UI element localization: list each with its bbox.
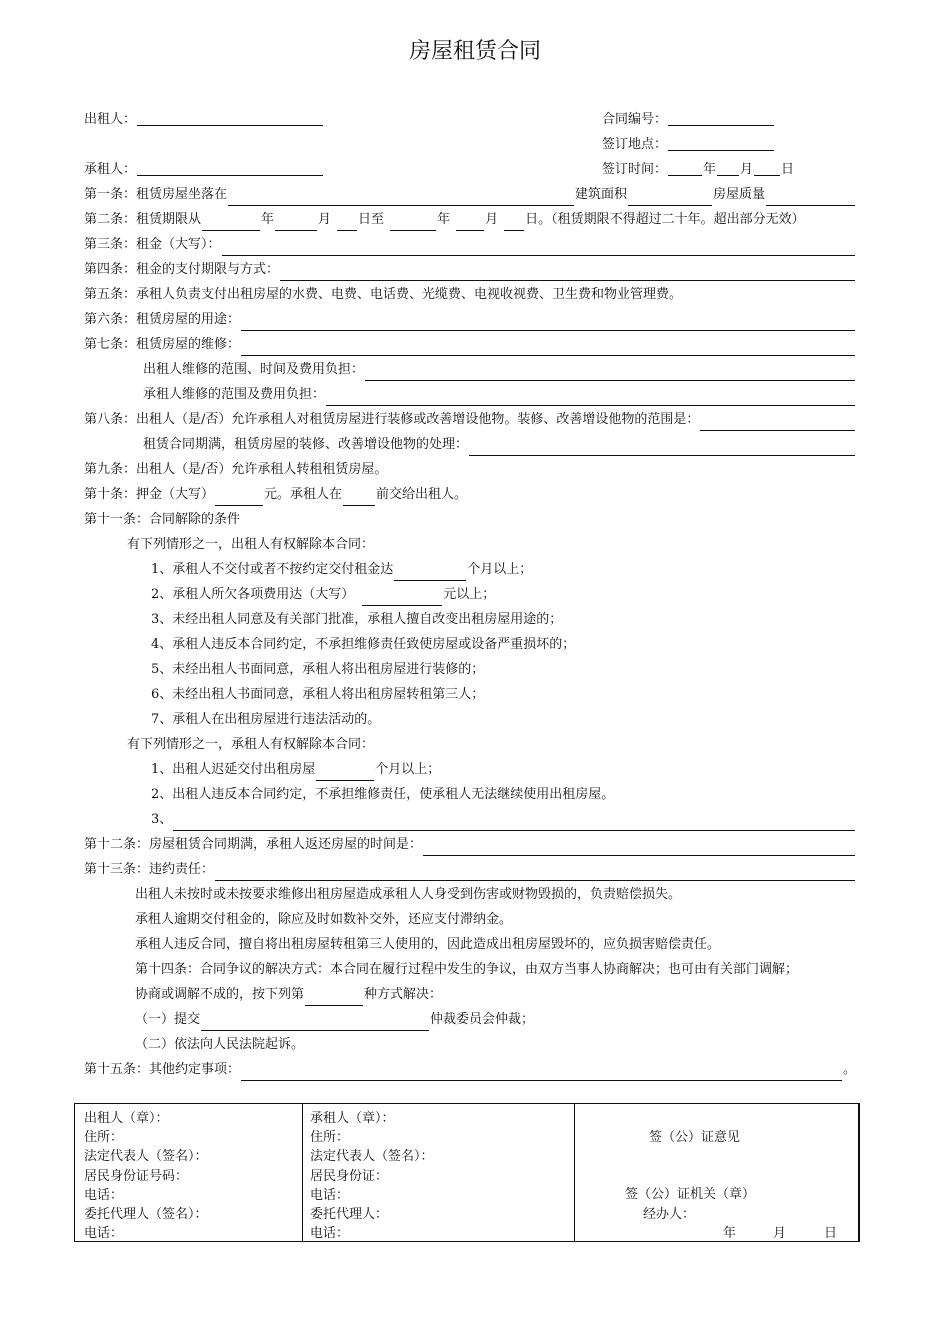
article-11 [84,509,856,531]
day-label: 日 [781,162,795,177]
liability-blank[interactable] [215,865,855,881]
article-7 [84,334,856,356]
liability-p1: 出租人未按时或未按要求维修出租房屋造成承租人人身受到伤害或财物毁损的，负责赔偿损失。 [135,887,682,902]
deposit-blank[interactable] [215,490,263,506]
contract-no-field[interactable] [602,109,775,131]
lessee-agent[interactable]: 委托代理人： [310,1207,389,1223]
lessee-address[interactable]: 住所： [310,1130,350,1146]
deposit-date-blank[interactable] [343,490,375,506]
article-4-text: 第四条：租金的支付期限与方式： [84,262,280,277]
rent-arrears-blank[interactable] [394,565,466,581]
lessor-cond-6: 6、未经出租人书面同意，承租人将出租房屋转租第三人； [151,687,485,702]
arbitration-committee-blank[interactable] [201,1015,429,1031]
article-14-choice: 协商或调解不成的，按下列第 种方式解决： [135,984,907,1006]
end-month-blank[interactable] [456,215,484,231]
handler-label: 经办人： [643,1207,696,1222]
sign-month-blank[interactable] [717,160,739,176]
contract-no-label: 合同编号： [602,112,668,127]
lessor-address[interactable]: 住所： [84,1130,124,1146]
article-9-text: 第九条：出租人（是/否）允许承租人转租租赁房屋。 [84,462,388,477]
article-1 [84,184,856,206]
lessor-cond-1: 1、承租人不交付或者不按约定交付租金达 个月以上； [151,559,923,581]
lessee-maintenance-blank[interactable] [326,390,855,406]
article-10-text: 第十条：押金（大写） [84,487,215,502]
end-year-blank[interactable] [390,215,436,231]
lessee-id[interactable]: 居民身份证： [310,1168,389,1184]
article-12 [84,834,856,856]
article-5-text: 第五条：承租人负责支付出租房屋的水费、电费、电话费、光缆费、电视收视费、卫生费和物业管理费。 [84,287,683,302]
rent-blank[interactable] [222,240,855,256]
renovation-handling-blank[interactable] [469,440,855,456]
lessor-maintenance-blank[interactable] [365,365,855,381]
article-15-text: 第十五条：其他约定事项： [84,1062,241,1077]
article-5 [84,284,856,306]
maintenance-blank[interactable] [241,340,855,356]
lessee-termination-intro: 有下列情形之一，承租人有权解除本合同： [127,737,375,752]
lessee-field[interactable] [84,159,324,181]
arbitration-option: （一）提交 仲裁委员会仲裁； [135,1009,907,1031]
lessor-agent[interactable]: 委托代理人（签名）： [84,1207,208,1223]
article-9 [84,459,856,481]
article-3 [84,234,856,256]
lessee-blank[interactable] [137,160,323,176]
resolution-choice-blank[interactable] [305,990,363,1006]
lessee-agent-phone[interactable]: 电话： [310,1226,350,1242]
article-2-text: 第二条：租赁期限从 [84,212,202,227]
lessor-agent-phone[interactable]: 电话： [84,1226,124,1242]
usage-blank[interactable] [241,315,855,331]
lessee-seal[interactable]: 承租人（章）： [310,1111,395,1126]
article-7-lessee [143,384,856,406]
sign-time-label: 签订时间： [602,162,668,177]
contract-no-blank[interactable] [668,110,774,126]
article-7-lessor [143,359,856,381]
signature-table [74,1103,860,1242]
start-day-blank[interactable] [337,215,357,231]
lessor-legal-rep[interactable]: 法定代表人（签名）： [84,1149,208,1165]
article-7-lessor-text: 出租人维修的范围、时间及费用负担： [143,362,365,377]
notary-day-label: 日 [824,1226,838,1241]
sign-day-blank[interactable] [754,160,780,176]
lessor-phone[interactable]: 电话： [84,1187,124,1203]
article-8-end [143,434,856,456]
lessee-label: 承租人： [84,162,137,177]
lessor-field[interactable] [84,109,324,131]
liability-p3: 承租人违反合同，擅自将出租房屋转租第三人使用的，因此造成出租房屋毁坏的，应负损害赔偿责任。 [135,937,721,952]
lessor-cond-7: 7、承租人在出租房屋进行违法活动的。 [151,712,381,727]
lessee-cond-3-blank[interactable] [173,815,855,831]
notary-opinion-label: 签（公）证意见 [649,1130,741,1145]
article-3-text: 第三条：租金（大写）： [84,237,221,252]
lessor-cond-5: 5、未经出租人书面同意，承租人将出租房屋进行装修的； [151,662,485,677]
article-14 [135,959,907,981]
sign-place-label: 签订地点： [602,137,668,152]
end-day-blank[interactable] [504,215,524,231]
article-13 [84,859,856,881]
sign-time-field[interactable] [602,159,794,181]
article-10: 第十条：押金（大写） 元。承租人在 前交给出租人。 [84,484,856,506]
lessor-cond-2: 2、承租人所欠各项费用达（大写） 元以上； [151,584,923,606]
article-13-title: 第十三条：违约责任： [84,862,215,877]
other-terms-blank[interactable] [241,1065,842,1081]
article-4 [84,259,856,281]
lessor-label: 出租人： [84,112,137,127]
area-blank[interactable] [628,190,712,206]
payment-blank[interactable] [280,265,855,281]
lessor-cond-3: 3、未经出租人同意及有关部门批准，承租人擅自改变出租房屋用途的； [151,612,563,627]
notary-month-label: 月 [773,1226,787,1241]
article-8-text: 第八条：出租人（是/否）允许承租人对租赁房屋进行装修或改善增设他物。装修、改善增设他物的范围是： [84,412,700,427]
sign-year-blank[interactable] [668,160,702,176]
lessee-cond-3: 3、 [151,809,856,831]
quality-blank[interactable] [766,190,855,206]
article-2: 第二条：租赁期限从 年 月 日至 年 月 日。（租赁期限不得超过二十年。超出部分无效） [84,209,856,231]
article-2-tail: 日。（租赁期限不得超过二十年。超出部分无效） [525,212,805,227]
article-1-text: 第一条：租赁房屋坐落在 [84,187,228,202]
document-title: 房屋租赁合同 [408,39,541,64]
article-11-title: 第十一条：合同解除的条件 [84,512,241,527]
lessor-id-number[interactable]: 居民身份证号码： [84,1168,189,1184]
year-label: 年 [703,162,717,177]
lessor-cond-4: 4、承租人违反本合同约定，不承担维修责任致使房屋或设备严重损坏的； [151,637,576,652]
article-14-text: 第十四条：合同争议的解决方式：本合同在履行过程中发生的争议，由双方当事人协商解决；也可由有关部门调解； [135,962,799,977]
article-12-text: 第十二条：房屋租赁合同期满，承租人返还房屋的时间是： [84,837,423,852]
lessor-seal[interactable]: 出租人（章）： [84,1111,169,1126]
renovation-scope-blank[interactable] [700,415,855,431]
delivery-delay-blank[interactable] [316,765,374,781]
article-7-text: 第七条：租赁房屋的维修： [84,337,241,352]
article-6 [84,309,856,331]
article-15: 第十五条：其他约定事项： 。 [84,1059,856,1081]
month-label: 月 [740,162,754,177]
area-label: 建筑面积 [575,187,628,202]
location-blank[interactable] [228,190,574,206]
lessee-phone[interactable]: 电话： [310,1187,350,1203]
start-year-blank[interactable] [202,215,260,231]
liability-p2: 承租人逾期交付租金的，除应及时如数补交外，还应支付滞纳金。 [135,912,513,927]
lessee-cond-1: 1、出租人迟延交付出租房屋 个月以上； [151,759,923,781]
sign-place-blank[interactable] [668,135,774,151]
sign-place-field[interactable] [602,134,775,156]
article-6-text: 第六条：租赁房屋的用途： [84,312,241,327]
return-time-blank[interactable] [423,840,855,856]
lessee-legal-rep[interactable]: 法定代表人（签名）： [310,1149,434,1165]
fee-arrears-blank[interactable] [362,590,442,606]
lessor-blank[interactable] [137,110,323,126]
article-8-end-text: 租赁合同期满，租赁房屋的装修、改善增设他物的处理： [143,437,469,452]
lessee-signature-column [303,1104,575,1241]
notary-year-label: 年 [723,1226,737,1241]
quality-label: 房屋质量 [713,187,766,202]
lessor-signature-column [75,1104,303,1241]
start-month-blank[interactable] [275,215,317,231]
lessee-cond-2: 2、出租人违反本合同约定，不承担维修责任，使承租人无法继续使用出租房屋。 [151,787,615,802]
article-7-lessee-text: 承租人维修的范围及费用负担： [143,387,326,402]
notary-column [575,1104,858,1241]
article-8 [84,409,856,431]
lessor-termination-intro: 有下列情形之一，出租人有权解除本合同： [127,537,375,552]
notary-org-label: 签（公）证机关（章） [625,1187,756,1202]
court-option: （二）依法向人民法院起诉。 [135,1037,305,1052]
